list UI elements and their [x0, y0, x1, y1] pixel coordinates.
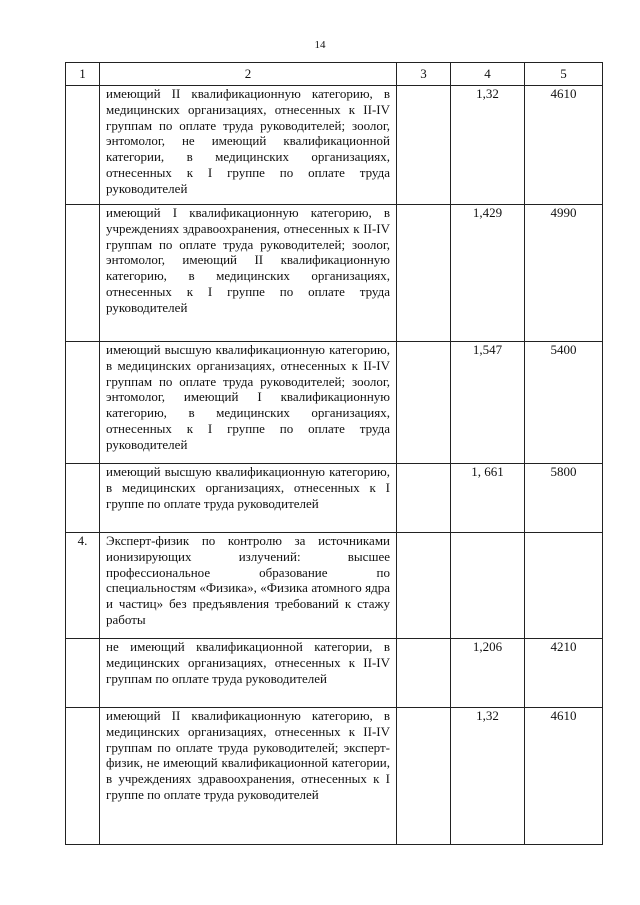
position-description: имеющий высшую квалификационную категорию, в медицинских организациях, отнесенных к II-IV группам по оплате труда руководителей; зоолог, энтомолог, имеющий I квалификационную категорию, в медицинских организациях, отнесенных к I группе по оплате труда руководителей — [100, 342, 397, 464]
table-row — [66, 639, 603, 708]
salary-value: 4210 — [525, 639, 603, 708]
salary-value: 4610 — [525, 86, 603, 205]
coefficient: 1,32 — [451, 708, 525, 845]
header-col-2: 2 — [100, 63, 397, 86]
coefficient — [451, 533, 525, 639]
coefficient: 1,547 — [451, 342, 525, 464]
position-description: имеющий II квалификационную категорию, в медицинских организациях, отнесенных к II-IV группам по оплате труда руководителей; эксперт-физик, не имеющий квалификационной категории, в учреждениях здравоохранения, отнесенных к I группе по оплате труда руководителей — [100, 708, 397, 845]
col3-cell — [397, 86, 451, 205]
header-col-3: 3 — [397, 63, 451, 86]
header-col-4: 4 — [451, 63, 525, 86]
coefficient: 1, 661 — [451, 464, 525, 533]
table-row — [66, 205, 603, 342]
row-number — [66, 464, 100, 533]
col3-cell — [397, 205, 451, 342]
coefficient: 1,32 — [451, 86, 525, 205]
coefficient: 1,429 — [451, 205, 525, 342]
table-row — [66, 464, 603, 533]
position-description: не имеющий квалификационной категории, в медицинских организациях, отнесенных к II-IV группам по оплате труда руководителей — [100, 639, 397, 708]
col3-cell — [397, 533, 451, 639]
table-row — [66, 533, 603, 639]
row-number — [66, 205, 100, 342]
salary-table — [65, 62, 603, 845]
col3-cell — [397, 639, 451, 708]
position-description: имеющий I квалификационную категорию, в учреждениях здравоохранения, отнесенных к II-IV группам по оплате труда руководителей; зоолог, энтомолог, имеющий II квалификационную категорию, в медицинских организациях, отнесенных к I группе по оплате труда руководителей — [100, 205, 397, 342]
row-number: 4. — [66, 533, 100, 639]
header-col-1: 1 — [66, 63, 100, 86]
col3-cell — [397, 342, 451, 464]
salary-value: 5400 — [525, 342, 603, 464]
header-col-5: 5 — [525, 63, 603, 86]
table-row — [66, 708, 603, 845]
table-row — [66, 86, 603, 205]
salary-value: 5800 — [525, 464, 603, 533]
position-description: имеющий высшую квалификационную категорию, в медицинских организациях, отнесенных к I группе по оплате труда руководителей — [100, 464, 397, 533]
table-header-row — [66, 63, 603, 86]
row-number — [66, 639, 100, 708]
table-row — [66, 342, 603, 464]
position-description: Эксперт-физик по контролю за источниками ионизирующих излучений: высшее профессиональное образование по специальностям «Физика», «Физика атомного ядра и частиц» без предъявления требований к стажу работы — [100, 533, 397, 639]
page-number: 14 — [314, 39, 326, 51]
row-number — [66, 708, 100, 845]
col3-cell — [397, 708, 451, 845]
row-number — [66, 86, 100, 205]
coefficient: 1,206 — [451, 639, 525, 708]
col3-cell — [397, 464, 451, 533]
salary-value: 4610 — [525, 708, 603, 845]
row-number — [66, 342, 100, 464]
position-description: имеющий II квалификационную категорию, в медицинских организациях, отнесенных к II-IV группам по оплате труда руководителей; зоолог, энтомолог, не имеющий квалификационной категории, в медицинских организациях, отнесенных к I группе по оплате труда руководителей — [100, 86, 397, 205]
salary-value: 4990 — [525, 205, 603, 342]
salary-value — [525, 533, 603, 639]
